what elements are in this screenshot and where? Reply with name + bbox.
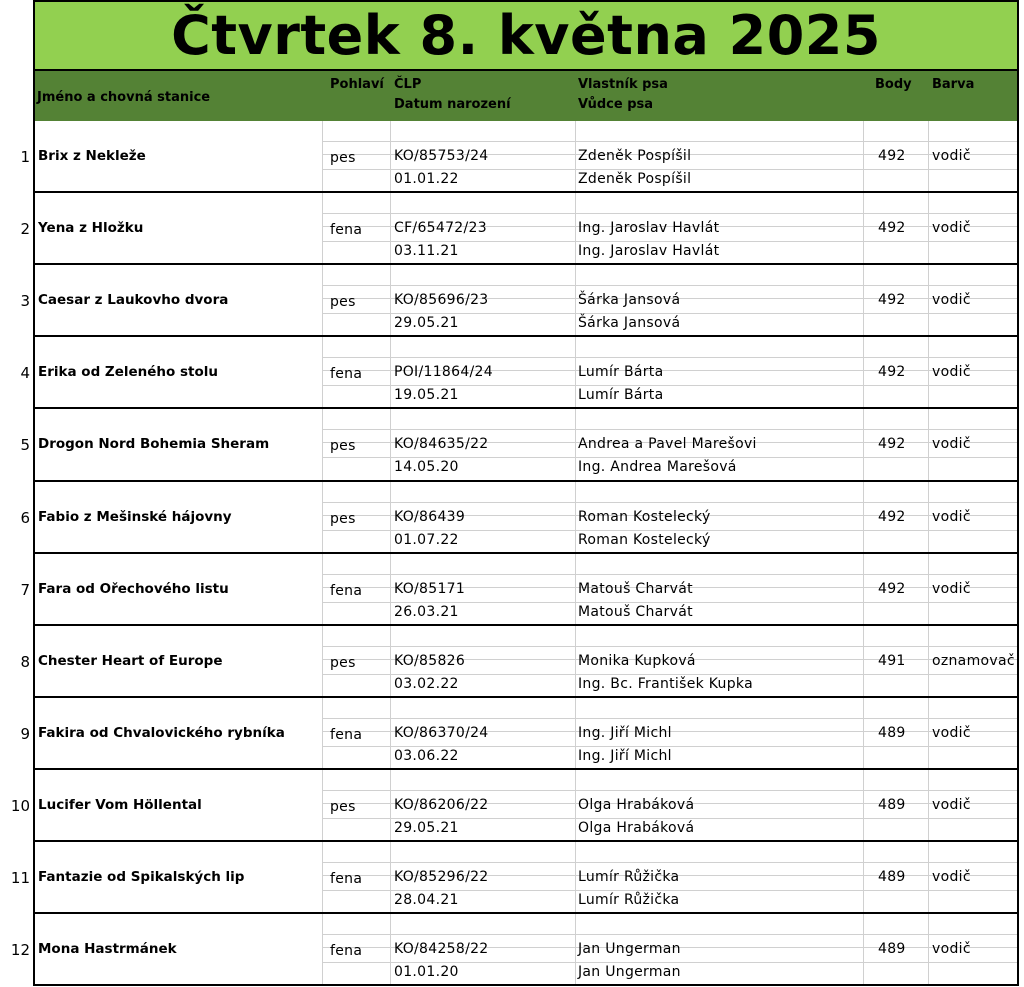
grid-line: [322, 213, 1017, 214]
color-cell: vodič: [932, 941, 971, 957]
color-cell: vodič: [932, 220, 971, 236]
dog-name: Fara od Ořechového listu: [38, 581, 229, 597]
clp-cell: CF/65472/23: [394, 220, 487, 236]
grid-line: [575, 409, 576, 480]
header-name: Jméno a chovná stanice: [37, 90, 211, 105]
row-number: 1: [20, 148, 30, 166]
grid-line: [322, 337, 323, 407]
header-clp: ČLP: [394, 77, 422, 92]
dog-name: Fantazie od Spikalských lip: [38, 869, 245, 885]
grid-line: [390, 337, 391, 407]
dog-name: Fakira od Chvalovického rybníka: [38, 725, 285, 741]
clp-cell: KO/85696/23: [394, 292, 489, 308]
grid-line: [928, 554, 929, 624]
sex-cell: fena: [330, 727, 363, 743]
handler-cell: Lumír Bárta: [578, 387, 664, 403]
grid-line: [322, 457, 1017, 458]
owner-cell: Matouš Charvát: [578, 581, 693, 597]
sex-cell: fena: [330, 943, 363, 959]
grid-line: [390, 265, 391, 335]
grid-line: [322, 241, 1017, 242]
sex-cell: pes: [330, 799, 356, 815]
grid-line: [322, 818, 1017, 819]
header-birth-date: Datum narození: [394, 97, 511, 112]
color-cell: vodič: [932, 364, 971, 380]
points-cell: 492: [878, 436, 906, 452]
grid-line: [928, 626, 929, 696]
grid-line: [322, 718, 1017, 719]
points-cell: 492: [878, 292, 906, 308]
table-row: [33, 337, 1019, 409]
row-number: 2: [20, 220, 30, 238]
handler-cell: Lumír Růžička: [578, 892, 680, 908]
clp-cell: KO/85296/22: [394, 869, 489, 885]
grid-line: [390, 554, 391, 624]
sex-cell: pes: [330, 150, 356, 166]
points-cell: 492: [878, 509, 906, 525]
grid-line: [863, 698, 864, 768]
grid-line: [863, 265, 864, 335]
points-cell: 491: [878, 653, 906, 669]
grid-line: [322, 602, 1017, 603]
header-handler: Vůdce psa: [578, 97, 654, 112]
grid-line: [928, 698, 929, 768]
table-row: [33, 193, 1019, 265]
color-cell: vodič: [932, 725, 971, 741]
points-cell: 489: [878, 725, 906, 741]
birth-date-cell: 28.04.21: [394, 892, 459, 908]
color-cell: vodič: [932, 436, 971, 452]
grid-line: [322, 285, 1017, 286]
table-row: [33, 842, 1019, 914]
grid-line: [322, 914, 323, 984]
dog-name: Lucifer Vom Höllental: [38, 797, 202, 813]
grid-line: [322, 674, 1017, 675]
row-number: 6: [20, 509, 30, 527]
birth-date-cell: 14.05.20: [394, 459, 459, 475]
grid-line: [322, 357, 1017, 358]
owner-cell: Lumír Růžička: [578, 869, 680, 885]
grid-line: [322, 842, 323, 912]
handler-cell: Ing. Andrea Marešová: [578, 459, 737, 475]
grid-line: [322, 265, 323, 335]
grid-line: [390, 914, 391, 984]
row-number: 9: [20, 725, 30, 743]
table-row: [33, 626, 1019, 698]
handler-cell: Ing. Bc. František Kupka: [578, 676, 753, 692]
table-row: [33, 482, 1019, 554]
grid-line: [322, 770, 323, 840]
grid-line: [575, 626, 576, 696]
color-cell: oznamovač: [932, 653, 1015, 669]
owner-cell: Zdeněk Pospíšil: [578, 148, 692, 164]
grid-line: [322, 409, 323, 480]
clp-cell: KO/85171: [394, 581, 466, 597]
color-cell: vodič: [932, 581, 971, 597]
birth-date-cell: 03.02.22: [394, 676, 459, 692]
dog-name: Mona Hastrmánek: [38, 941, 177, 957]
row-number: 8: [20, 653, 30, 671]
grid-line: [322, 890, 1017, 891]
row-number: 3: [20, 292, 30, 310]
grid-line: [575, 770, 576, 840]
grid-line: [322, 698, 323, 768]
grid-line: [575, 842, 576, 912]
grid-line: [863, 193, 864, 263]
sex-cell: fena: [330, 583, 363, 599]
grid-line: [322, 574, 1017, 575]
grid-line: [322, 429, 1017, 430]
clp-cell: KO/84258/22: [394, 941, 489, 957]
clp-cell: KO/86370/24: [394, 725, 489, 741]
dog-name: Yena z Hložku: [38, 220, 144, 236]
points-cell: 492: [878, 364, 906, 380]
grid-line: [928, 842, 929, 912]
birth-date-cell: 03.11.21: [394, 243, 459, 259]
row-number: 11: [10, 869, 30, 887]
grid-line: [322, 482, 323, 552]
grid-line: [863, 626, 864, 696]
grid-line: [863, 337, 864, 407]
birth-date-cell: 26.03.21: [394, 604, 459, 620]
sex-cell: fena: [330, 871, 363, 887]
table-row: [33, 698, 1019, 770]
dog-name: Drogon Nord Bohemia Sheram: [38, 436, 270, 452]
color-cell: vodič: [932, 797, 971, 813]
header-owner: Vlastník psa: [578, 77, 668, 92]
grid-line: [863, 842, 864, 912]
clp-cell: KO/86439: [394, 509, 466, 525]
grid-line: [322, 790, 1017, 791]
grid-line: [322, 121, 323, 191]
table-row: [33, 914, 1019, 986]
grid-line: [322, 862, 1017, 863]
handler-cell: Roman Kostelecký: [578, 532, 711, 548]
table-row: [33, 409, 1019, 482]
birth-date-cell: 01.07.22: [394, 532, 459, 548]
handler-cell: Olga Hrabáková: [578, 820, 695, 836]
birth-date-cell: 01.01.20: [394, 964, 459, 980]
dog-name: Caesar z Laukovho dvora: [38, 292, 229, 308]
birth-date-cell: 19.05.21: [394, 387, 459, 403]
sex-cell: pes: [330, 294, 356, 310]
grid-line: [928, 409, 929, 480]
grid-line: [575, 914, 576, 984]
header-sex: Pohlaví: [330, 77, 384, 92]
grid-line: [322, 502, 1017, 503]
clp-cell: KO/86206/22: [394, 797, 489, 813]
birth-date-cell: 29.05.21: [394, 315, 459, 331]
owner-cell: Lumír Bárta: [578, 364, 664, 380]
grid-line: [928, 914, 929, 984]
grid-line: [928, 482, 929, 552]
handler-cell: Jan Ungerman: [578, 964, 681, 980]
grid-line: [322, 934, 1017, 935]
birth-date-cell: 29.05.21: [394, 820, 459, 836]
grid-line: [390, 193, 391, 263]
color-cell: vodič: [932, 509, 971, 525]
grid-line: [575, 193, 576, 263]
points-cell: 492: [878, 148, 906, 164]
row-number: 7: [20, 581, 30, 599]
grid-line: [322, 962, 1017, 963]
clp-cell: KO/85826: [394, 653, 466, 669]
owner-cell: Monika Kupková: [578, 653, 696, 669]
points-cell: 492: [878, 581, 906, 597]
grid-line: [322, 646, 1017, 647]
dog-name: Brix z Nekleže: [38, 148, 146, 164]
dog-name: Erika od Zeleného stolu: [38, 364, 219, 380]
owner-cell: Ing. Jiří Michl: [578, 725, 672, 741]
dog-name: Chester Heart of Europe: [38, 653, 223, 669]
clp-cell: POI/11864/24: [394, 364, 493, 380]
grid-line: [575, 554, 576, 624]
birth-date-cell: 01.01.22: [394, 171, 459, 187]
grid-line: [322, 530, 1017, 531]
sex-cell: pes: [330, 511, 356, 527]
grid-line: [390, 626, 391, 696]
grid-line: [928, 121, 929, 191]
owner-cell: Roman Kostelecký: [578, 509, 711, 525]
birth-date-cell: 03.06.22: [394, 748, 459, 764]
grid-line: [390, 698, 391, 768]
handler-cell: Zdeněk Pospíšil: [578, 171, 692, 187]
grid-line: [575, 265, 576, 335]
clp-cell: KO/85753/24: [394, 148, 489, 164]
grid-line: [322, 554, 323, 624]
title-banner: [33, 0, 1019, 71]
row-number: 4: [20, 364, 30, 382]
row-number: 10: [10, 797, 30, 815]
grid-line: [863, 554, 864, 624]
table-row: [33, 770, 1019, 842]
grid-line: [575, 337, 576, 407]
handler-cell: Matouš Charvát: [578, 604, 693, 620]
grid-line: [928, 770, 929, 840]
grid-line: [390, 482, 391, 552]
handler-cell: Ing. Jaroslav Havlát: [578, 243, 720, 259]
header-row: [33, 71, 1019, 121]
page-title: Čtvrtek 8. května 2025: [171, 3, 881, 67]
sex-cell: pes: [330, 438, 356, 454]
color-cell: vodič: [932, 292, 971, 308]
grid-line: [928, 265, 929, 335]
dog-name: Fabio z Mešinské hájovny: [38, 509, 232, 525]
sex-cell: fena: [330, 366, 363, 382]
grid-line: [863, 914, 864, 984]
grid-line: [863, 770, 864, 840]
points-cell: 489: [878, 869, 906, 885]
header-points: Body: [875, 77, 912, 92]
clp-cell: KO/84635/22: [394, 436, 489, 452]
table-row: [33, 265, 1019, 337]
grid-line: [575, 698, 576, 768]
grid-line: [322, 626, 323, 696]
grid-line: [390, 770, 391, 840]
grid-line: [928, 337, 929, 407]
color-cell: vodič: [932, 148, 971, 164]
grid-line: [390, 121, 391, 191]
grid-line: [322, 141, 1017, 142]
color-cell: vodič: [932, 869, 971, 885]
grid-line: [863, 121, 864, 191]
grid-line: [322, 313, 1017, 314]
grid-line: [863, 482, 864, 552]
owner-cell: Jan Ungerman: [578, 941, 681, 957]
grid-line: [575, 121, 576, 191]
grid-line: [390, 842, 391, 912]
row-number: 12: [10, 941, 30, 959]
table-row: [33, 121, 1019, 193]
grid-line: [322, 385, 1017, 386]
owner-cell: Ing. Jaroslav Havlát: [578, 220, 720, 236]
grid-line: [322, 193, 323, 263]
grid-line: [390, 409, 391, 480]
points-cell: 492: [878, 220, 906, 236]
points-cell: 489: [878, 797, 906, 813]
grid-line: [322, 746, 1017, 747]
handler-cell: Šárka Jansová: [578, 315, 681, 331]
header-color: Barva: [932, 77, 975, 92]
owner-cell: Šárka Jansová: [578, 292, 681, 308]
points-cell: 489: [878, 941, 906, 957]
sex-cell: pes: [330, 655, 356, 671]
owner-cell: Andrea a Pavel Marešovi: [578, 436, 757, 452]
sex-cell: fena: [330, 222, 363, 238]
grid-line: [575, 482, 576, 552]
row-number: 5: [20, 436, 30, 454]
handler-cell: Ing. Jiří Michl: [578, 748, 672, 764]
owner-cell: Olga Hrabáková: [578, 797, 695, 813]
grid-line: [928, 193, 929, 263]
grid-line: [863, 409, 864, 480]
grid-line: [322, 169, 1017, 170]
table-row: [33, 554, 1019, 626]
